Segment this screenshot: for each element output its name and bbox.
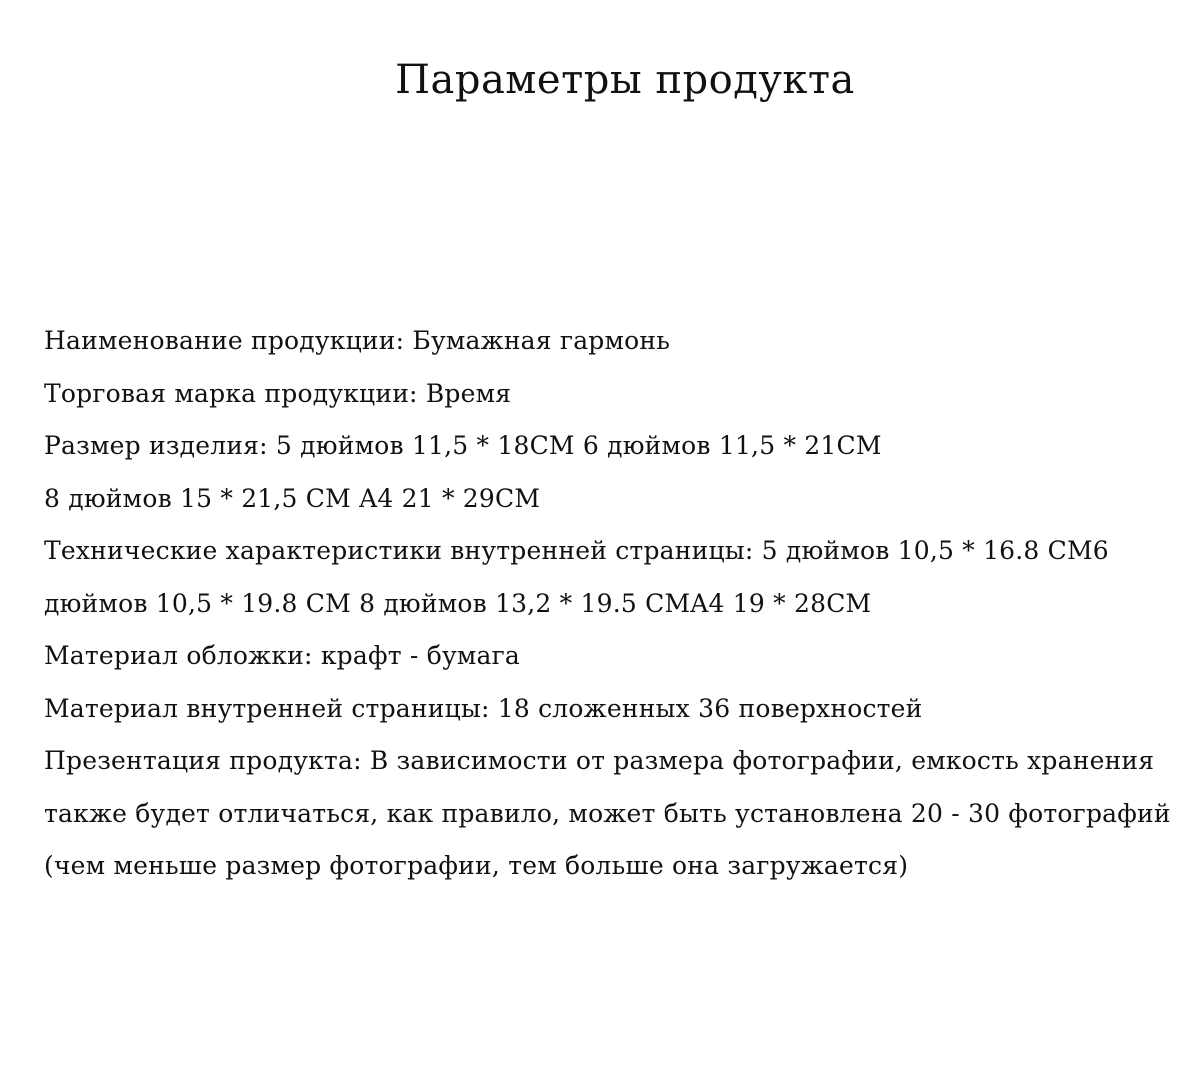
page-title: Параметры продукта xyxy=(395,57,855,103)
param-line-inner-page-specs-continued: дюймов 10,5 * 19.8 CM 8 дюймов 13,2 * 19.5 CMA4 19 * 28CM xyxy=(44,588,872,618)
param-line-cover-material: Материал обложки: крафт - бумага xyxy=(44,641,521,670)
parameters-list xyxy=(44,315,1194,893)
param-line-product-name: Наименование продукции: Бумажная гармонь xyxy=(44,326,671,355)
param-line-presentation: Презентация продукта: В зависимости от размера фотографии, емкость хранения xyxy=(44,746,1155,775)
param-line-inner-page-specs: Технические характеристики внутренней страницы: 5 дюймов 10,5 * 16.8 CM6 xyxy=(44,536,1109,565)
param-line-size-continued: 8 дюймов 15 * 21,5 CM A4 21 * 29CM xyxy=(44,483,541,513)
param-line-presentation-note: (чем меньше размер фотографии, тем больше она загружается) xyxy=(44,851,909,880)
param-line-presentation-continued: также будет отличаться, как правило, может быть установлена 20 - 30 фотографий xyxy=(44,798,1171,828)
param-line-inner-page-material: Материал внутренней страницы: 18 сложенных 36 поверхностей xyxy=(44,693,923,723)
param-line-size: Размер изделия: 5 дюймов 11,5 * 18CM 6 дюймов 11,5 * 21CM xyxy=(44,431,882,460)
param-line-brand: Торговая марка продукции: Время xyxy=(44,378,512,408)
